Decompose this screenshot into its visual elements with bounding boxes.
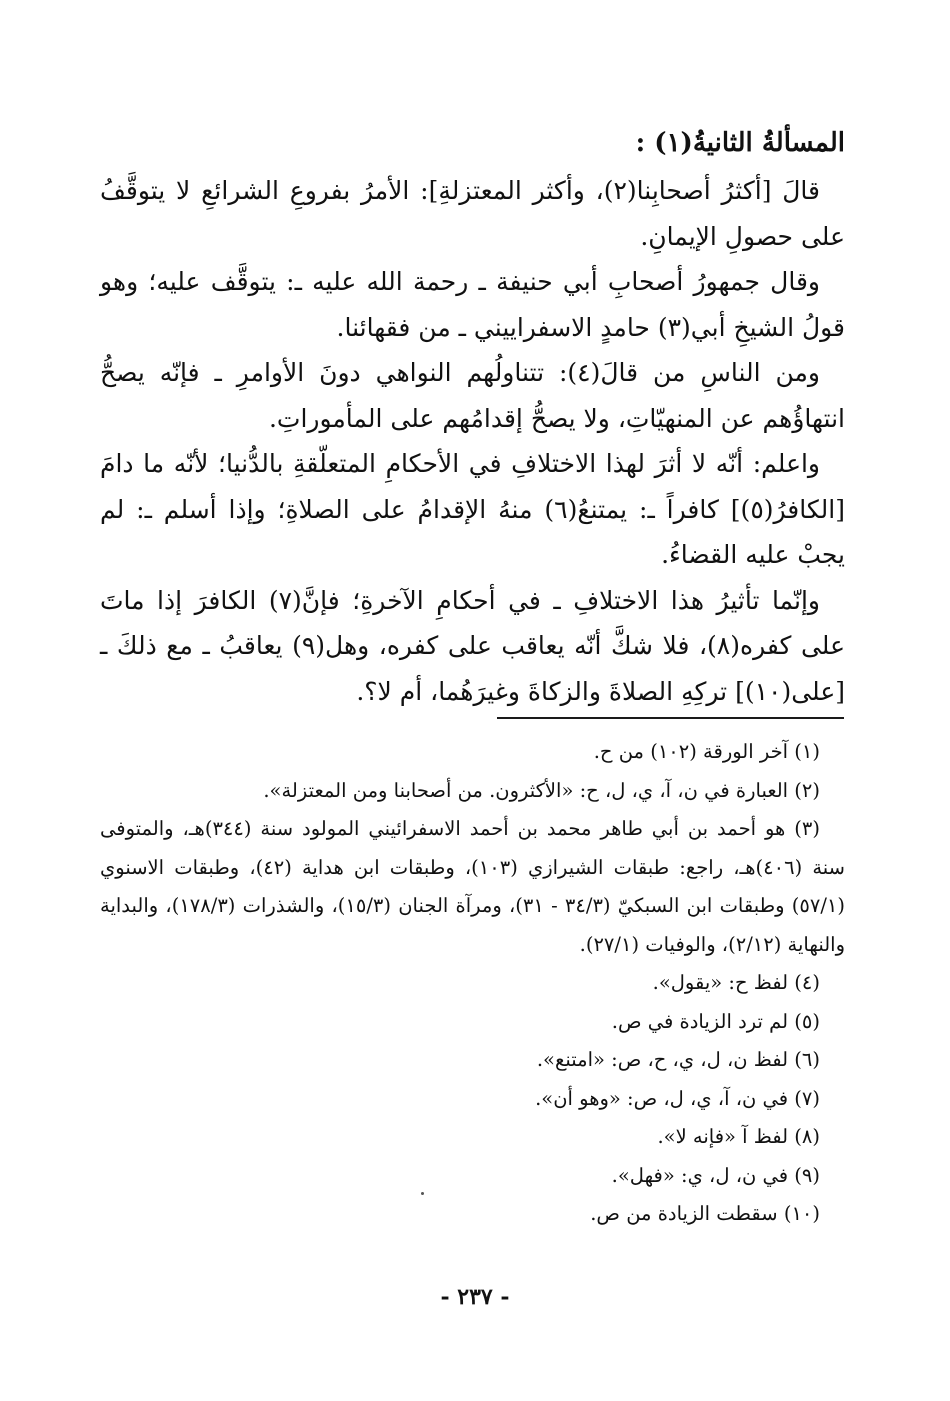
footnote-8: (٨) لفظ آ «فإنه لا». [657, 1125, 820, 1148]
paragraph-1: قالَ [أكثرُ أصحابِنا(٢)، وأكثر المعتزلةِ]: الأمرُ بفروعِ الشرائعِ لا يتوقَّفُ على حصولِ الإيمانِ. [100, 176, 845, 251]
main-text [100, 168, 845, 714]
paragraph-2: وقال جمهورُ أصحابِ أبي حنيفة ـ رحمة الله عليه ـ: يتوقَّف عليه؛ وهو قولُ الشيخِ أبي(٣) حامدٍ الاسفراييني ـ من فقهائنا. [100, 267, 845, 342]
footnote-9: (٩) في ن، ل، ي: «فهل». [611, 1163, 820, 1187]
page-number: - ٢٣٧ - [440, 1284, 510, 1310]
footnote-1: (١) آخر الورقة (١٠٢) من ح. [593, 740, 820, 763]
footnote-10: (١٠) سقطت الزيادة من ص. [590, 1202, 820, 1225]
footnote-7: (٧) في ن، آ، ي، ل، ص: «وهو أن». [535, 1086, 820, 1110]
scan-speck [421, 1192, 424, 1195]
paragraph-3: ومن الناسِ من قالَ(٤): تتناولُهم النواهي دونَ الأوامرِ ـ فإنّه يصحُّ انتهاؤُهم عن المنهيّاتِ، ولا يصحُّ إقدامُهم على المأموراتِ. [100, 358, 845, 433]
paragraph-5: وإنّما تأثيرُ هذا الاختلافِ ـ في أحكامِ الآخرةِ؛ فإنَّ(٧) الكافرَ إذا ماتَ على كفره(٨)، فلا شكَّ أنّه يعاقب على كفره، وهل(٩) يعاقبُ ـ مع ذلكَ ـ [على(١٠)] تركِهِ الصلاةَ والزكاةَ وغيرَهُما، أم لا؟. [100, 585, 845, 706]
footnote-separator [497, 717, 844, 719]
footnote-5: (٥) لم ترد الزيادة في ص. [611, 1009, 820, 1033]
footnote-6: (٦) لفظ ن، ل، ي، ح، ص: «امتنع». [536, 1048, 820, 1071]
paragraph-4: واعلم: أنّه لا أثرَ لهذا الاختلافِ في الأحكامِ المتعلّقةِ بالدُّنيا؛ لأنّه ما دامَ [الكافرُ(٥)] كافراً ـ: يمتنعُ(٦) منهُ الإقدامُ على الصلاةِ؛ وإذا أسلم ـ: لم يجبْ عليه القضاءُ. [100, 449, 845, 569]
footnotes [100, 733, 845, 1234]
footnote-3: (٣) هو أحمد بن أبي طاهر محمد بن أحمد الاسفرائيني المولود سنة (٣٤٤)هـ، والمتوفى سنة (٤٠٦)هـ، راجع: طبقات الشيرازي (١٠٣)، وطبقات ابن هداية (٤٢)، وطبقات الاسنوي (٥٧/١) وطبقات ابن السبكيّ (٣٤/٣ - ٣١)، ومرآة الجنان (١٥/٣)، والشذرات (١٧٨/٣)، والبداية والنهاية (٢/١٢)، والوفيات (٢٧/١). [100, 817, 846, 956]
footnote-4: (٤) لفظ ح: «يقول». [652, 971, 820, 994]
footnote-2: (٢) العبارة في ن، آ، ي، ل، ح: «الأكثرون. من أصحابنا ومن المعتزلة». [263, 778, 820, 802]
section-heading: المسألةُ الثانيةُ(١) : [635, 128, 845, 158]
